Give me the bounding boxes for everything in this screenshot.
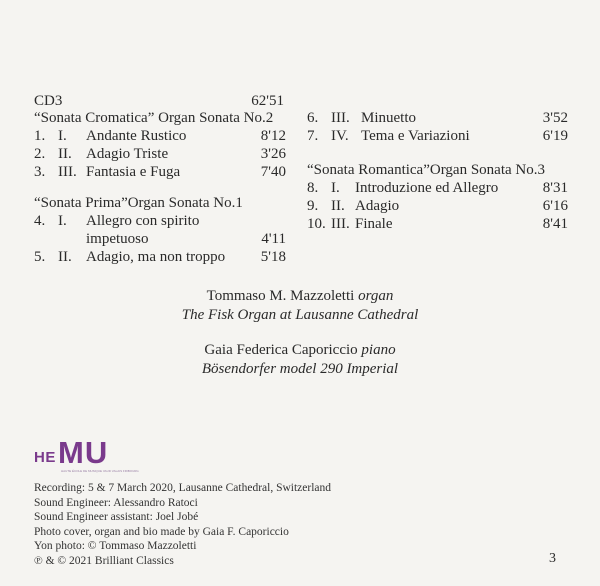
track-number: 4. [34, 213, 46, 229]
pianist-role: piano [361, 342, 396, 358]
sonata-prima-title: “Sonata Prima”Organ Sonata No.1 [34, 195, 243, 211]
piano-description [0, 360, 600, 379]
pianist-name: Gaia Federica Caporiccio [204, 342, 358, 358]
track-number: 3. [34, 164, 46, 180]
movement-number: III. [58, 164, 77, 180]
track-number: 6. [307, 110, 319, 126]
credit-line: Photo cover, organ and bio made by Gaia F. Caporiccio [34, 525, 289, 538]
disc-label: CD3 [34, 93, 63, 109]
track-duration: 8'31 [542, 180, 568, 196]
track-row [34, 212, 286, 248]
disc-total-duration: 62'51 [251, 93, 284, 109]
piano-description-text: Bösendorfer model 290 Imperial [201, 361, 399, 377]
sonata-romantica-title: “Sonata Romantica”Organ Sonata No.3 [307, 162, 545, 178]
movement-number: II. [331, 198, 345, 214]
track-title: Allegro con spirito [86, 213, 200, 229]
track-title-continued: impetuoso [86, 231, 149, 247]
credit-line: Sound Engineer: Alessandro Ratoci [34, 496, 198, 509]
track-title: Adagio [355, 198, 400, 214]
track-number: 7. [307, 128, 319, 144]
track-duration: 4'11 [261, 231, 286, 247]
track-duration: 3'26 [260, 146, 286, 162]
track-duration: 7'40 [260, 164, 286, 180]
track-number: 8. [307, 180, 319, 196]
page-number: 3 [549, 551, 556, 566]
track-duration: 8'41 [542, 216, 568, 232]
credit-line: Recording: 5 & 7 March 2020, Lausanne Cathedral, Switzerland [34, 482, 332, 494]
track-title: Andante Rustico [86, 128, 187, 144]
track-duration: 6'16 [542, 198, 568, 214]
track-duration: 5'18 [260, 249, 286, 265]
organist-credit [0, 287, 600, 306]
credit-line: ℗ & © 2021 Brilliant Classics [34, 554, 174, 567]
track-title: Tema e Variazioni [361, 128, 470, 144]
sonata-cromatica-title: “Sonata Cromatica” Organ Sonata No.2 [34, 110, 274, 126]
track-number: 10. [307, 216, 326, 232]
logo-mu-text: MU [58, 435, 109, 470]
movement-number: III. [331, 110, 350, 126]
movement-number: IV. [331, 128, 349, 144]
movement-number: III. [331, 216, 350, 232]
production-credits [34, 481, 331, 568]
credit-line: Yon photo: © Tommaso Mazzoletti [34, 540, 197, 552]
movement-number: II. [58, 146, 72, 162]
movement-number: I. [58, 128, 67, 144]
track-title: Adagio Triste [86, 146, 169, 162]
pianist-credit [0, 341, 600, 360]
logo-he-text: HE [34, 449, 56, 466]
track-title: Adagio, ma non troppo [86, 249, 226, 265]
organ-description [0, 306, 600, 325]
track-duration: 3'52 [542, 110, 568, 126]
credit-line: Sound Engineer assistant: Joel Jobé [34, 511, 199, 523]
track-number: 1. [34, 128, 46, 144]
track-title: Finale [355, 216, 393, 232]
track-title: Fantasia e Fuga [86, 164, 181, 180]
track-title: Introduzione ed Allegro [355, 180, 499, 196]
track-duration: 8'12 [260, 128, 286, 144]
organist-role: organ [358, 288, 394, 304]
movement-number: I. [331, 180, 340, 196]
organist-name: Tommaso M. Mazzoletti [206, 288, 355, 304]
track-number: 5. [34, 249, 46, 265]
track-title: Minuetto [361, 110, 416, 126]
movement-number: II. [58, 249, 72, 265]
track-number: 2. [34, 146, 46, 162]
organ-description-text: The Fisk Organ at Lausanne Cathedral [181, 307, 419, 323]
logo-tagline: HAUTE ÉCOLE DE MUSIQUE VAUD VALAIS FRIBOURG [61, 469, 139, 473]
track-duration: 6'19 [542, 128, 568, 144]
track-number: 9. [307, 198, 319, 214]
movement-number: I. [58, 213, 67, 229]
